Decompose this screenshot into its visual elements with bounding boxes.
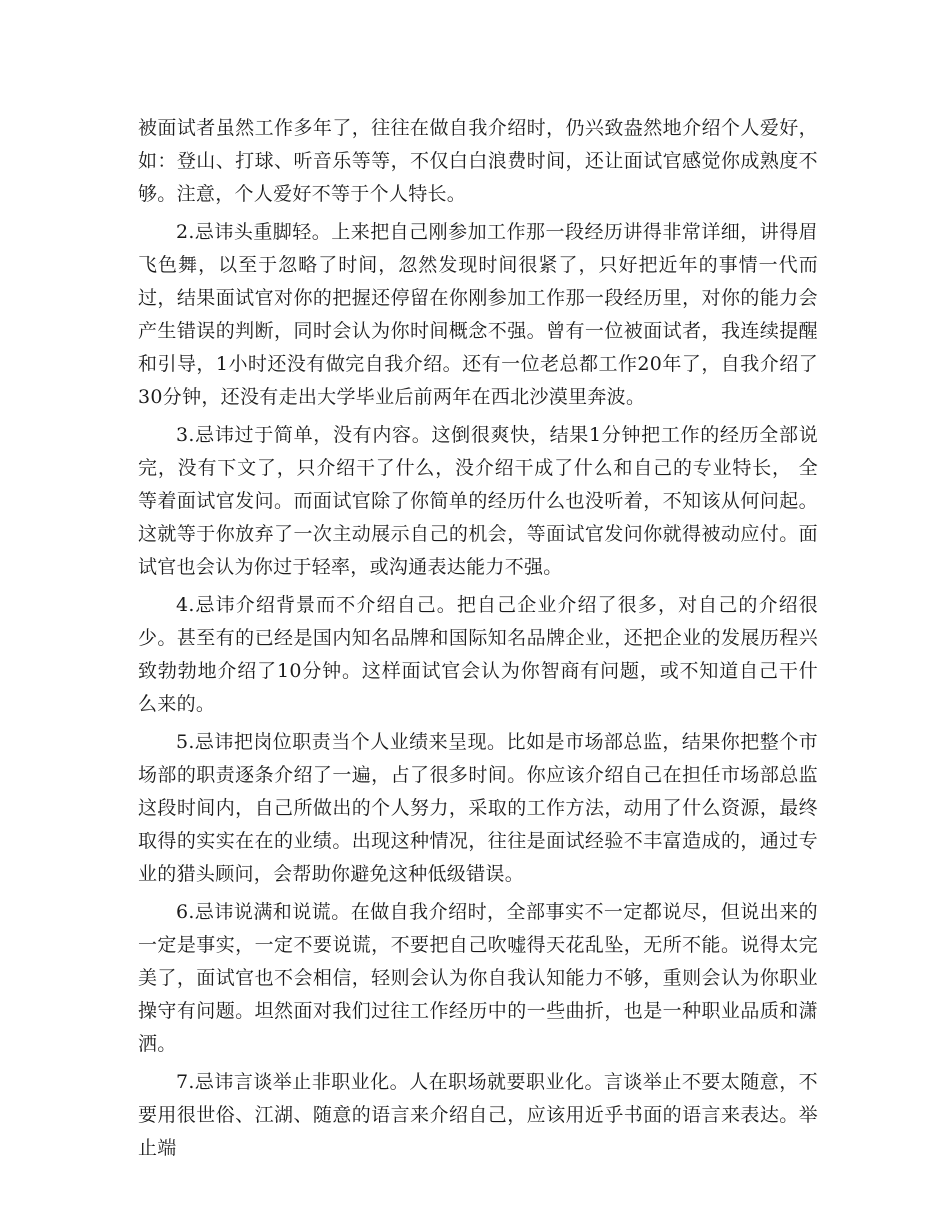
paragraph-continuation: 被面试者虽然工作多年了，往往在做自我介绍时，仍兴致盎然地介绍个人爱好，如：登山、打球、听音乐等等，不仅白白浪费时间，还让面试官感觉你成熟度不够。注意，个人爱好不等于个人特长。 bbox=[138, 117, 818, 205]
paragraph-item-4: 4.忌讳介绍背景而不介绍自己。把自己企业介绍了很多，对自己的介绍很少。甚至有的已经是国内知名品牌和国际知名品牌企业，还把企业的发展历程兴致勃勃地介绍了10分钟。这样面试官会认为你智商有问题，或不知道自己干什么来的。 bbox=[138, 594, 818, 715]
paragraph-item-7: 7.忌讳言谈举止非职业化。人在职场就要职业化。言谈举止不要太随意，不要用很世俗、江湖、随意的语言来介绍自己，应该用近乎书面的语言来表达。举止端 bbox=[138, 1071, 818, 1159]
paragraph-item-6: 6.忌讳说满和说谎。在做自我介绍时，全部事实不一定都说尽，但说出来的一定是事实，一定不要说谎，不要把自己吹嘘得天花乱坠，无所不能。说得太完美了，面试官也不会相信，轻则会认为你自我认知能力不够，重则会认为你职业操守有问题。坦然面对我们过往工作经历中的一些曲折，也是一种职业品质和潇洒。 bbox=[138, 901, 818, 1055]
paragraph-item-2: 2.忌讳头重脚轻。上来把自己刚参加工作那一段经历讲得非常详细，讲得眉飞色舞，以至于忽略了时间，忽然发现时间很紧了，只好把近年的事情一代而过，结果面试官对你的把握还停留在你刚参加工作那一段经历里，对你的能力会产生错误的判断，同时会认为你时间概念不强。曾有一位被面试者，我连续提醒和引导，1小时还没有做完自我介绍。还有一位老总都工作20年了，自我介绍了30分钟，还没有走出大学毕业后前两年在西北沙漠里奔波。 bbox=[138, 221, 818, 408]
document-body bbox=[138, 112, 818, 1170]
paragraph-item-5: 5.忌讳把岗位职责当个人业绩来呈现。比如是市场部总监，结果你把整个市场部的职责逐条介绍了一遍，占了很多时间。你应该介绍自己在担任市场部总监这段时间内，自己所做出的个人努力，采取的工作方法，动用了什么资源，最终取得的实实在在的业绩。出现这种情况，往往是面试经验不丰富造成的，通过专业的猎头顾问，会帮助你避免这种低级错误。 bbox=[138, 731, 818, 885]
paragraph-item-3: 3.忌讳过于简单，没有内容。这倒很爽快，结果1分钟把工作的经历全部说完，没有下文了，只介绍干了什么，没介绍干成了什么和自己的专业特长， 全等着面试官发问。而面试官除了你简单的经历什么也没听着，不知该从何问起。这就等于你放弃了一次主动展示自己的机会，等面试官发问你就得被动应付。面试官也会认为你过于轻率，或沟通表达能力不强。 bbox=[138, 424, 818, 578]
